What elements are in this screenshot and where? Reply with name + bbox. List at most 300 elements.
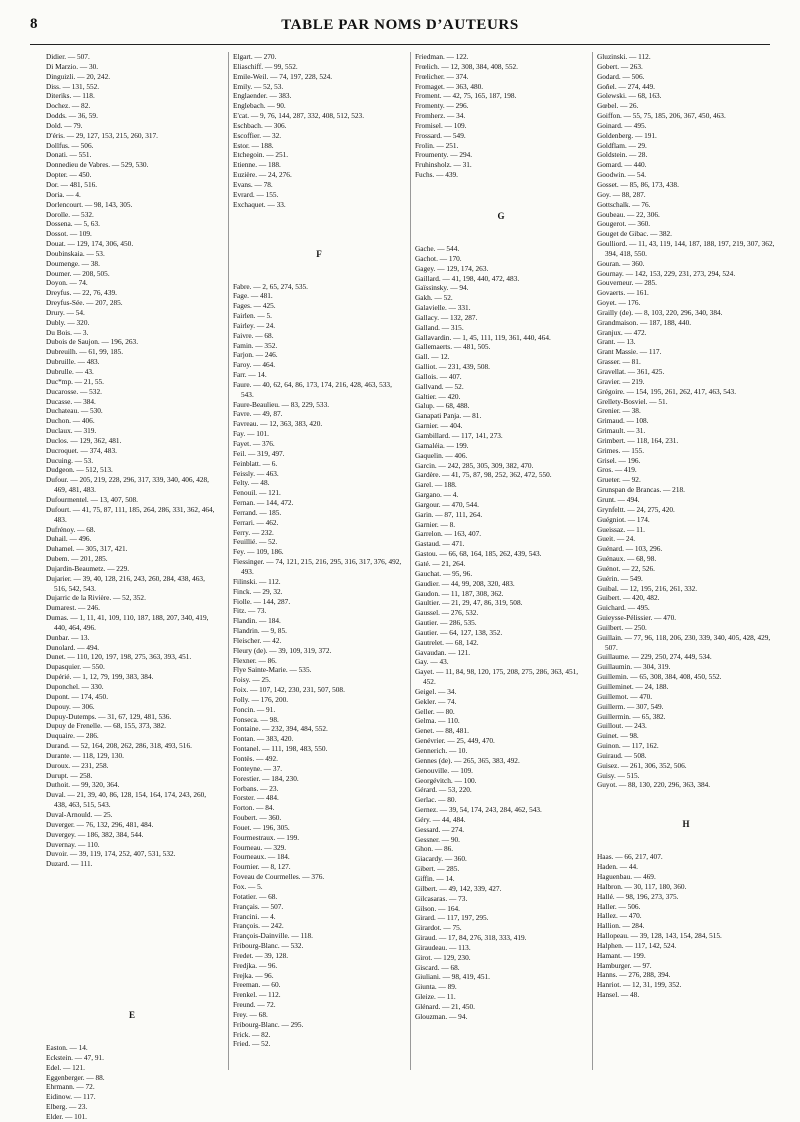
index-entry: Goy. — 88, 287.: [597, 189, 646, 199]
index-entry: Grimes. — 155.: [597, 445, 645, 455]
index-entry: Farjon. — 246.: [233, 350, 278, 360]
index-entry: Fiolle. — 144, 287.: [233, 596, 291, 606]
section-letter: H: [682, 819, 690, 830]
index-entry: Guénot. — 22, 526.: [597, 563, 655, 573]
index-entry: Guyot. — 88, 130, 220, 296, 363, 384.: [597, 780, 711, 790]
index-entry: Favre. — 49, 87.: [233, 409, 283, 419]
index-entry: Grisel. — 196.: [597, 455, 641, 465]
index-entry: Fouet. — 196, 305.: [233, 822, 290, 832]
index-entry: Hansel. — 48.: [597, 990, 640, 1000]
index-entry: Filinski. — 112.: [233, 576, 281, 586]
index-entry: Francini. — 4.: [233, 911, 276, 921]
index-entry: Gayet. — 11, 84, 98, 120, 175, 208, 275, 286, 363, 451, 452.: [415, 667, 579, 687]
index-entry: Grimault. — 31.: [597, 426, 646, 436]
index-entry: Gargour. — 470, 544.: [415, 499, 479, 509]
index-entry: Georgévitch. — 100.: [415, 775, 477, 785]
index-entry: Feinblatt. — 6.: [233, 458, 278, 468]
section-spacer: [233, 210, 405, 248]
index-entry: Faure-Beaulieu. — 83, 229, 533.: [233, 399, 330, 409]
index-entry: Guégniot. — 174.: [597, 514, 650, 524]
index-entry: Gilbert. — 49, 142, 339, 427.: [415, 883, 502, 893]
index-entry: Fages. — 425.: [233, 301, 276, 311]
index-entry: Dorolle. — 532.: [46, 209, 94, 219]
index-entry: Dujarric de la Rivière. — 52, 352.: [46, 593, 146, 603]
index-entry: Glouzman. — 94.: [415, 1011, 468, 1021]
index-entry: Hanns. — 276, 288, 394.: [597, 970, 671, 980]
index-entry: Guillain. — 77, 96, 118, 206, 230, 339, 340, 405, 428, 429, 507.: [597, 632, 771, 652]
index-entry: Gachot. — 170.: [415, 253, 462, 263]
index-entry: Fleury (de). — 39, 109, 319, 372.: [233, 645, 332, 655]
index-entry: Frœlich. — 12, 308, 384, 408, 552.: [415, 61, 518, 71]
section-letter: F: [316, 248, 322, 259]
index-entry: Dubem. — 201, 285.: [46, 554, 108, 564]
index-entry: Girard. — 117, 197, 295.: [415, 913, 489, 923]
index-entry: François. — 242.: [233, 921, 284, 931]
index-entry: Goldstein. — 28.: [597, 150, 648, 160]
index-entry: Emile-Weil. — 74, 197, 228, 524.: [233, 71, 333, 81]
index-entry: Friedman. — 122.: [415, 52, 469, 61]
index-entry: Fromenty. — 296.: [415, 101, 469, 111]
index-entry: Grimbert. — 118, 164, 231.: [597, 435, 679, 445]
index-entry: Frossard. — 549.: [415, 130, 466, 140]
index-entry: Dupérié. — 1, 12, 79, 199, 383, 384.: [46, 672, 154, 682]
index-entry: Genouville. — 109.: [415, 765, 473, 775]
index-entry: Gautrelet. — 68, 142.: [415, 637, 479, 647]
index-entry: Guillerm. — 307, 549.: [597, 701, 664, 711]
index-entry: Gouverneur. — 285.: [597, 278, 657, 288]
page-number: 8: [30, 16, 38, 32]
index-entry: Foveau de Courmelles. — 376.: [233, 872, 325, 882]
index-entry: Grenier. — 38.: [597, 406, 641, 416]
index-entry: Dufourmentel. — 13, 407, 508.: [46, 494, 139, 504]
index-entry: Feil. — 319, 497.: [233, 448, 285, 458]
index-entry: Dubreuilh. — 61, 99, 185.: [46, 347, 124, 357]
index-entry: Hamburger. — 97.: [597, 960, 652, 970]
index-entry: Flye Sainte-Marie. — 535.: [233, 665, 312, 675]
index-entry: Eschbach. — 306.: [233, 120, 287, 130]
index-entry: Fromaget. — 363, 480.: [415, 81, 484, 91]
index-entry: Faure. — 40, 62, 64, 86, 173, 174, 216, 428, 463, 533, 543.: [233, 379, 392, 399]
index-entry: Dubois de Saujon. — 196, 263.: [46, 337, 139, 347]
index-entry: Fredjka. — 96.: [233, 960, 278, 970]
index-entry: Glénard. — 21, 450.: [415, 1001, 475, 1011]
index-entry: Froment. — 42, 75, 165, 187, 198.: [415, 91, 517, 101]
index-entry: Duroux. — 231, 258.: [46, 760, 109, 770]
index-entry: Fourneau. — 329.: [233, 842, 287, 852]
index-entry: Ferrari. — 462.: [233, 517, 279, 527]
section-spacer: [415, 180, 587, 210]
index-entry: Giacardy. — 360.: [415, 854, 467, 864]
index-entry: Ducasse. — 384.: [46, 396, 96, 406]
index-entry: Gauchat. — 95, 96.: [415, 568, 473, 578]
index-entry: Dufourt. — 41, 75, 87, 111, 185, 264, 286, 331, 362, 464, 483.: [46, 504, 215, 524]
index-entry: Dupuy de Frenelle. — 68, 155, 373, 382.: [46, 721, 166, 731]
index-entry: Grellety-Bosviel. — 51.: [597, 396, 668, 406]
index-entry: Goulliord. — 11, 43, 119, 144, 187, 188, 197, 219, 307, 362, 394, 418, 550.: [597, 239, 775, 258]
section-spacer: [46, 869, 218, 1009]
index-entry: Fredet. — 39, 128.: [233, 950, 289, 960]
index-entry: Dubrulle. — 43.: [46, 367, 94, 376]
index-entry: Ducarosse. — 532.: [46, 386, 102, 396]
index-entry: Fernan. — 144, 472.: [233, 498, 294, 508]
index-entry: Fonteyne. — 37.: [233, 763, 283, 773]
index-entry: Guillaume. — 229, 250, 274, 449, 534.: [597, 652, 712, 662]
index-entry: Fourmestraux. — 199.: [233, 832, 300, 842]
index-entry: Dupuy-Dutemps. — 31, 67, 129, 481, 536.: [46, 711, 172, 721]
index-entry: Hallopeau. — 39, 128, 143, 154, 284, 515.: [597, 931, 722, 941]
index-entry: Gernez. — 39, 54, 174, 243, 284, 462, 543.: [415, 805, 542, 815]
index-entry: Grasser. — 81.: [597, 357, 641, 367]
index-entry: Giscard. — 68.: [415, 962, 460, 972]
index-entry: Frey. — 68.: [233, 1009, 268, 1019]
index-entry: Fontanel. — 111, 198, 483, 550.: [233, 744, 328, 754]
index-entry: Goldenberg. — 191.: [597, 130, 657, 140]
index-entry: Goñel. — 274, 449.: [597, 81, 655, 91]
index-entry: Dor. — 481, 516.: [46, 179, 98, 189]
index-entry: Goiffon. — 55, 75, 185, 206, 367, 450, 463.: [597, 111, 726, 121]
index-entry: Fuchs. — 439.: [415, 170, 458, 180]
index-entry: Eliaschiff. — 99, 552.: [233, 61, 298, 71]
index-entry: Fribourg-Blanc. — 532.: [233, 941, 304, 951]
index-entry: Dubly. — 320.: [46, 317, 90, 327]
index-entry: Gargano. — 4.: [415, 490, 459, 500]
index-entry: Dodds. — 36, 59.: [46, 111, 98, 121]
index-entry: Forton. — 84.: [233, 803, 275, 813]
index-entry: Fontan. — 383, 420.: [233, 734, 294, 744]
index-entry: Giuliani. — 98, 419, 451.: [415, 972, 490, 982]
index-entry: Galavielle. — 331.: [415, 303, 471, 313]
index-entry: Grunt. — 494.: [597, 494, 640, 504]
index-entry: Gaudier. — 44, 99, 208, 320, 483.: [415, 578, 515, 588]
index-entry: Dufour. — 205, 219, 228, 296, 317, 339, 340, 406, 428, 469, 481, 483.: [46, 475, 209, 495]
index-entry: Gilson. — 164.: [415, 903, 460, 913]
index-entry: Folly. — 176, 200.: [233, 694, 289, 704]
index-entry: Gomard. — 440.: [597, 160, 647, 170]
index-entry: Ganapati Panja. — 81.: [415, 411, 482, 421]
index-entry: Haden. — 44.: [597, 862, 638, 872]
index-entry: Gautier. — 286, 535.: [415, 618, 477, 628]
index-entry: Gallvand. — 52.: [415, 381, 464, 391]
section-spacer: [597, 830, 775, 852]
index-entry: Douat. — 129, 174, 306, 450.: [46, 239, 134, 249]
index-entry: Finck. — 29, 32.: [233, 586, 283, 596]
index-entry: Geller. — 80.: [415, 706, 455, 716]
index-entry: Goubeau. — 22, 306.: [597, 209, 660, 219]
index-entry: Fleischer. — 42.: [233, 635, 282, 645]
index-entry: Haguenbau. — 469.: [597, 871, 656, 881]
index-entry: Gastou. — 66, 68, 164, 185, 262, 439, 543.: [415, 549, 542, 559]
index-entry: Giunta. — 89.: [415, 982, 457, 992]
index-entry: Dufrénoy. — 68.: [46, 524, 96, 534]
index-entry: Dorlencourt. — 98, 143, 305.: [46, 199, 133, 209]
index-entry: Dold. — 79.: [46, 120, 83, 130]
index-entry: Dochez. — 82.: [46, 101, 91, 111]
index-entry: Doumenge. — 38.: [46, 258, 100, 268]
page-title: TABLE PAR NOMS D’AUTEURS: [281, 17, 519, 33]
index-entry: Geigel. — 34.: [415, 686, 457, 696]
index-entry: Grégoire. — 154, 195, 261, 262, 417, 463, 543.: [597, 386, 737, 396]
index-entry: Flandin. — 184.: [233, 616, 281, 626]
index-entry: Dreyfus. — 22, 76, 439.: [46, 288, 117, 298]
index-entry: Edel. — 121.: [46, 1062, 85, 1072]
index-entry: Du Bois. — 3.: [46, 327, 89, 337]
index-entry: Fage. — 481.: [233, 291, 273, 301]
index-entry: Dunet. — 110, 120, 197, 198, 275, 363, 393, 451.: [46, 652, 192, 662]
index-entry: Dupouy. — 306.: [46, 701, 95, 711]
index-entry: Gardère. — 41, 75, 87, 98, 252, 362, 472, 550.: [415, 470, 552, 480]
index-entry: Gache. — 544.: [415, 243, 460, 253]
index-entry: Dollfus. — 506.: [46, 140, 94, 150]
index-entry: Gallemaerts. — 481, 505.: [415, 342, 491, 352]
index-entry: Fairlen. — 5.: [233, 311, 272, 321]
index-entry: Gibert. — 285.: [415, 864, 460, 874]
index-entry: Englaender. — 383.: [233, 91, 292, 101]
index-entry: Gaussel. — 276, 532.: [415, 608, 479, 618]
index-entry: Guisez. — 261, 306, 352, 506.: [597, 760, 687, 770]
index-entry: Guibal. — 12, 195, 216, 261, 332.: [597, 583, 698, 593]
index-column-3: [410, 52, 587, 1070]
section-letter: E: [128, 1010, 135, 1021]
index-entry: Guinet. — 98.: [597, 731, 639, 741]
index-entry: Fribourg-Blanc. — 295.: [233, 1019, 304, 1029]
index-entry: Galliot. — 231, 439, 508.: [415, 362, 490, 372]
index-entry: Gekler. — 74.: [415, 696, 457, 706]
index-entry: Fontès. — 492.: [233, 754, 278, 763]
index-entry: Dubruille. — 483.: [46, 357, 100, 367]
index-entry: Eckstein. — 47, 91.: [46, 1052, 104, 1062]
index-entry: Gosset. — 85, 86, 173, 438.: [597, 179, 679, 189]
index-entry: Frolin. — 251.: [415, 140, 459, 150]
index-entry: Guénard. — 103, 296.: [597, 544, 663, 554]
index-entry: Frœlicher. — 374.: [415, 71, 469, 81]
index-entry: Diss. — 131, 552.: [46, 81, 100, 91]
index-entry: François-Dainville. — 118.: [233, 931, 313, 941]
index-entry: Elberg. — 23.: [46, 1102, 88, 1112]
index-entry: Goodwin. — 54.: [597, 170, 647, 180]
index-entry: Fruhinsholz. — 31.: [415, 160, 472, 170]
index-entry: Fairley. — 24.: [233, 320, 276, 330]
index-entry: Dumarest. — 246.: [46, 603, 100, 613]
index-entry: Duverger. — 76, 132, 296, 481, 484.: [46, 819, 154, 829]
index-entry: Foubert. — 360.: [233, 813, 282, 823]
index-entry: Etienne. — 188.: [233, 160, 281, 170]
section-spacer: [597, 790, 775, 818]
index-entry: Dudgeon. — 512, 513.: [46, 465, 113, 475]
index-entry: Guilbert. — 250.: [597, 622, 647, 632]
index-entry: Gerlac. — 80.: [415, 795, 457, 805]
index-entry: Duclaux. — 319.: [46, 426, 97, 436]
index-entry: Garin. — 87, 111, 264.: [415, 509, 483, 519]
index-entry: Fabre. — 2, 65, 274, 535.: [233, 281, 308, 291]
index-entry: Eggenberger. — 88.: [46, 1072, 105, 1082]
index-entry: Donati. — 551.: [46, 150, 92, 160]
index-entry: Forestier. — 184, 230.: [233, 773, 299, 783]
index-entry: Géry. — 44, 484.: [415, 814, 466, 824]
index-entry: Gennerich. — 10.: [415, 746, 468, 755]
index-entry: Gilcasaras. — 73.: [415, 893, 468, 903]
index-entry: Gottschalk. — 76.: [597, 199, 651, 209]
index-entry: D'éris. — 29, 127, 153, 215, 260, 317.: [46, 130, 158, 140]
index-entry: Foix. — 107, 142, 230, 231, 507, 508.: [233, 685, 345, 695]
index-entry: Freeman. — 60.: [233, 980, 281, 990]
index-entry: Guilleminet. — 24, 188.: [597, 682, 669, 691]
index-entry: Englebach. — 90.: [233, 101, 286, 111]
index-entry: Diteriks. — 118.: [46, 91, 95, 101]
index-entry: Exchaquet. — 33.: [233, 199, 286, 209]
index-entry: Gravellat. — 361, 425.: [597, 367, 665, 376]
index-entry: Girot. — 129, 230.: [415, 952, 471, 962]
index-entry: Durupt. — 258.: [46, 770, 93, 780]
index-entry: Goinard. — 495.: [597, 120, 647, 130]
index-entry: Evrard. — 155.: [233, 189, 279, 199]
index-entry: Duchateau. — 530.: [46, 406, 103, 416]
index-entry: Dopter. — 450.: [46, 170, 92, 180]
index-entry: Flexner. — 86.: [233, 655, 277, 665]
index-entry: Faivre. — 68.: [233, 330, 274, 340]
index-entry: Duponchel. — 330.: [46, 682, 104, 691]
index-entry: Doria. — 4.: [46, 189, 81, 199]
index-entry: Emily. — 52, 53.: [233, 81, 284, 91]
index-entry: Farr. — 14.: [233, 370, 267, 380]
index-entry: Halphen. — 117, 142, 524.: [597, 940, 677, 950]
index-column-1: [46, 52, 218, 1121]
index-entry: Forbans. — 23.: [233, 783, 279, 793]
index-entry: Feissly. — 463.: [233, 468, 279, 478]
index-entry: Giraud. — 17, 84, 276, 318, 333, 419.: [415, 933, 527, 943]
index-entry: Gougerot. — 360.: [597, 219, 651, 229]
index-entry: Fried. — 52.: [233, 1039, 271, 1049]
index-entry: Dinguizli. — 20, 242.: [46, 71, 111, 81]
index-entry: Fiessinger. — 74, 121, 215, 216, 295, 316, 317, 376, 492, 493.: [233, 557, 402, 576]
index-entry: Goldflam. — 29.: [597, 140, 647, 150]
index-entry: Gaudon. — 11, 187, 308, 362.: [415, 588, 504, 598]
index-entry: Goyet. — 176.: [597, 298, 641, 308]
index-entry: Guillermin. — 65, 382.: [597, 711, 666, 721]
index-entry: Gobert. — 263.: [597, 61, 643, 71]
index-entry: Guibert. — 420, 482.: [597, 593, 660, 603]
index-entry: Garnier. — 8.: [415, 519, 456, 529]
index-entry: Fromisel. — 109.: [415, 120, 467, 130]
index-entry: Felty. — 48.: [233, 478, 270, 488]
index-entry: Duclos. — 129, 362, 481.: [46, 435, 122, 445]
index-entry: Gelma. — 110.: [415, 716, 460, 726]
index-entry: Duzard. — 111.: [46, 859, 93, 869]
index-entry: Garrelon. — 163, 407.: [415, 529, 482, 539]
index-entry: Gautier. — 64, 127, 138, 352.: [415, 627, 503, 637]
index-entry: Genet. — 88, 481.: [415, 726, 469, 736]
index-entry: Fonseca. — 98.: [233, 714, 279, 724]
index-entry: Gamaléia. — 199.: [415, 440, 469, 450]
index-entry: Elgart. — 270.: [233, 52, 277, 61]
index-entry: Euzière. — 24, 276.: [233, 170, 292, 180]
index-entry: Ehrmann. — 72.: [46, 1082, 95, 1092]
index-entry: Gueissaz. — 11.: [597, 524, 645, 534]
index-entry: Fotatier. — 68.: [233, 891, 278, 901]
index-entry: Gœbel. — 26.: [597, 101, 639, 111]
index-entry: Grunspan de Brancas. — 218.: [597, 485, 685, 495]
index-entry: Grynfeltt. — 24, 275, 420.: [597, 504, 675, 514]
index-entry: Guieysse-Pélissier. — 470.: [597, 613, 677, 623]
index-entry: Garnier. — 404.: [415, 421, 463, 431]
index-entry: Fourneaux. — 184.: [233, 852, 290, 862]
index-entry: Grandmaison. — 187, 188, 440.: [597, 317, 692, 327]
index-entry: Gagey. — 129, 174, 263.: [415, 263, 489, 273]
index-entry: Guillaumin. — 304, 319.: [597, 662, 671, 672]
index-entry: Duval-Arnould. — 25.: [46, 809, 113, 819]
index-entry: Doumer. — 208, 505.: [46, 268, 110, 278]
index-entry: Gaquelin. — 406.: [415, 450, 468, 460]
index-entry: Estor. — 188.: [233, 140, 274, 150]
index-entry: Freund. — 72.: [233, 1000, 276, 1010]
index-entry: Duchon. — 406.: [46, 416, 95, 426]
index-entry: Haas. — 66, 217, 407.: [597, 852, 663, 862]
index-entry: Frenkel. — 112.: [233, 990, 281, 1000]
index-entry: Gournay. — 142, 153, 229, 231, 273, 294, 524.: [597, 268, 736, 278]
index-entry: Gaultier. — 21, 29, 47, 86, 319, 508.: [415, 598, 523, 608]
index-entry: Français. — 507.: [233, 901, 284, 911]
index-entry: Gaté. — 21, 264.: [415, 558, 466, 568]
index-entry: Gallacy. — 132, 287.: [415, 312, 478, 322]
index-entry: Fay. — 101.: [233, 429, 270, 439]
index-entry: Gaïssinsky. — 94.: [415, 283, 469, 293]
index-entry: Doyon. — 74.: [46, 278, 88, 288]
index-entry: Galland. — 315.: [415, 322, 464, 332]
index-entry: Frejka. — 96.: [233, 970, 274, 980]
index-entry: Dupasquier. — 550.: [46, 662, 105, 672]
index-entry: Faroy. — 464.: [233, 360, 276, 370]
index-entry: Eidinow. — 117.: [46, 1092, 96, 1102]
index-entry: Galup. — 68, 488.: [415, 401, 470, 411]
index-entry: Gouget de Gibac. — 382.: [597, 229, 672, 239]
section-spacer: [233, 260, 405, 282]
index-entry: Durand. — 52, 164, 208, 262, 286, 318, 493, 516.: [46, 741, 192, 751]
index-entry: Ferry. — 232.: [233, 527, 274, 537]
index-entry: Gastaud. — 471.: [415, 539, 465, 549]
index-entry: Fey. — 109, 186.: [233, 547, 284, 557]
index-entry: Easton. — 14.: [46, 1043, 88, 1053]
index-entry: Guillout. — 243.: [597, 721, 647, 731]
index-entry: Dupont. — 174, 450.: [46, 691, 109, 701]
index-entry: Gérard. — 53, 220.: [415, 785, 472, 795]
index-entry: Granjux. — 472.: [597, 327, 647, 337]
index-entry: Guinon. — 117, 162.: [597, 741, 659, 751]
index-entry: Guénaux. — 68, 98.: [597, 554, 657, 564]
index-entry: Gueit. — 24.: [597, 534, 636, 544]
index-entry: Haller. — 506.: [597, 901, 641, 911]
index-entry: Duvoir. — 39, 119, 174, 252, 407, 531, 532.: [46, 849, 176, 859]
index-entry: Guérin. — 549.: [597, 573, 643, 583]
index-entry: Grailly (de). — 8, 103, 220, 296, 340, 384.: [597, 307, 723, 317]
index-entry: Fenouil. — 121.: [233, 488, 281, 498]
index-entry: Evans. — 78.: [233, 179, 273, 189]
index-entry: Durante. — 118, 129, 130.: [46, 750, 124, 760]
index-entry: Dossena. — 5, 63.: [46, 219, 100, 229]
index-entry: Escoffier. — 32.: [233, 130, 282, 140]
index-entry: Fontaine. — 232, 394, 484, 552.: [233, 724, 328, 734]
index-entry: Ghon. — 86.: [415, 844, 454, 854]
section-letter: G: [497, 210, 505, 221]
index-entry: Ducuing. — 53.: [46, 455, 94, 465]
index-entry: Fayet. — 376.: [233, 439, 275, 448]
index-entry: Gay. — 43.: [415, 657, 449, 667]
index-entry: Froumenty. — 294.: [415, 150, 473, 160]
index-entry: Genévrier. — 25, 449, 470.: [415, 736, 495, 746]
index-entry: Halbron. — 30, 117, 180, 360.: [597, 881, 687, 891]
index-entry: Gaillard. — 41, 198, 440, 472, 483.: [415, 273, 520, 283]
index-entry: Giraudeau. — 113.: [415, 942, 471, 952]
index-entry: Hallé. — 98, 196, 273, 375.: [597, 891, 679, 901]
index-entry: Garel. — 188.: [415, 480, 457, 490]
